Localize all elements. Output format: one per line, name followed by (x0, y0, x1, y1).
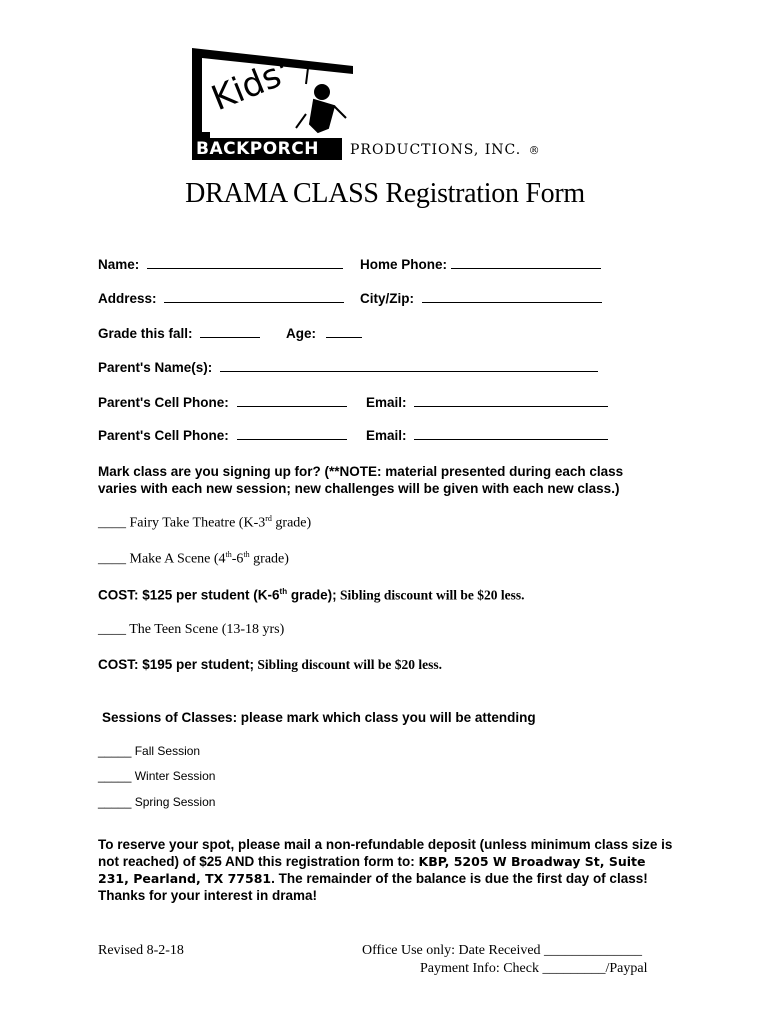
mark-class-instructions (98, 463, 698, 497)
parent-cell-2-input-line[interactable] (237, 439, 347, 440)
winter-session-checkbox-line[interactable]: _____ (98, 769, 132, 783)
cost-k6 (98, 587, 525, 604)
payment-info: Payment Info: Check _________/Paypal (420, 961, 648, 976)
email-2-input-line[interactable] (414, 439, 608, 440)
city-zip-label: City/Zip: (360, 291, 414, 306)
logo-kids-text: Kids' (206, 51, 296, 120)
session-item-spring (98, 795, 215, 809)
fall-session-checkbox-line[interactable]: _____ (98, 744, 132, 758)
home-phone-input-line[interactable] (451, 268, 601, 269)
city-zip-input-line[interactable] (422, 302, 602, 303)
spring-session-checkbox-line[interactable]: _____ (98, 795, 132, 809)
parent-cell-2-label: Parent's Cell Phone: (98, 428, 229, 443)
revised-date: Revised 8-2-18 (98, 943, 184, 958)
grade-input-line[interactable] (200, 337, 260, 338)
fairy-take-sup: rd (265, 514, 272, 523)
age-field-row (286, 326, 362, 341)
address-label: Address: (98, 291, 157, 306)
cost-teen (98, 657, 442, 673)
logo-backporch-text: BACKPORCH (196, 139, 319, 159)
parent-cell-2-field-row (98, 428, 347, 443)
email-1-label: Email: (366, 395, 407, 410)
make-scene-sup-b: th (243, 550, 250, 559)
cost-k6-sup: th (279, 587, 288, 596)
mailing-address: KBP, 5205 W Broadway St, Suite 231, Pearland, TX 77581 (98, 854, 646, 886)
email-2-field-row (366, 428, 608, 443)
class-option-teen-scene (98, 622, 284, 638)
grade-field-row (98, 326, 260, 341)
fairy-take-checkbox-line[interactable]: ____ (98, 515, 126, 531)
cost-k6-label: COST: $125 per student (K-6 (98, 587, 280, 603)
parent-cell-1-label: Parent's Cell Phone: (98, 395, 229, 410)
parents-names-input-line[interactable] (220, 371, 598, 372)
address-field-row (98, 291, 344, 306)
parents-names-label: Parent's Name(s): (98, 360, 213, 375)
make-scene-label-end: grade) (249, 551, 289, 567)
cost-k6-discount: Sibling discount will be $20 less. (336, 587, 525, 603)
age-input-line[interactable] (326, 337, 362, 338)
email-1-input-line[interactable] (414, 406, 608, 407)
parent-cell-1-field-row (98, 395, 347, 410)
mark-class-line-1: Mark class are you signing up for? (**NOTE: material presented during each class (98, 464, 624, 479)
winter-session-label: Winter Session (134, 769, 216, 783)
cost-teen-label: COST: $195 per student; (98, 657, 255, 672)
registered-mark: ® (528, 144, 541, 157)
home-phone-label: Home Phone: (360, 257, 448, 272)
parents-names-field-row (98, 360, 598, 375)
teen-scene-label: The Teen Scene (13-18 yrs) (129, 622, 285, 637)
city-zip-field-row (360, 291, 602, 306)
name-label: Name: (98, 257, 140, 272)
class-option-make-scene (98, 550, 289, 568)
office-use-date-received: Office Use only: Date Received ______________ (362, 943, 643, 958)
sessions-header: Sessions of Classes: please mark which class you will be attending (102, 710, 536, 725)
email-1-field-row (366, 395, 608, 410)
make-scene-label-mid: -6 (231, 551, 244, 567)
age-label: Age: (286, 326, 316, 341)
name-input-line[interactable] (147, 268, 343, 269)
class-option-fairy-take (98, 514, 311, 532)
make-scene-checkbox-line[interactable]: ____ (98, 551, 126, 567)
email-2-label: Email: (366, 428, 407, 443)
session-item-fall (98, 744, 200, 758)
page-title: DRAMA CLASS Registration Form (185, 178, 585, 209)
parent-cell-1-input-line[interactable] (237, 406, 347, 407)
session-item-winter (98, 769, 215, 783)
home-phone-field-row (360, 257, 601, 272)
company-logo (188, 44, 608, 164)
fairy-take-label-end: grade) (271, 515, 312, 531)
cost-teen-discount: Sibling discount will be $20 less. (254, 657, 442, 672)
mark-class-line-2: varies with each new session; new challenges will be given with each new class.) (98, 481, 620, 496)
reserve-text-2: . The remainder of the balance is due the first day of class! Thanks for your interest in drama! (98, 871, 648, 903)
name-field-row (98, 257, 343, 272)
logo-productions-text (350, 142, 541, 158)
fall-session-label: Fall Session (134, 744, 201, 758)
reserve-text-1: To reserve your spot, please mail a non-refundable deposit (unless minimum class size is not reached) of $25 AND this registration form to: (98, 837, 673, 869)
make-scene-label: Make A Scene (4 (129, 551, 226, 567)
make-scene-sup-a: th (225, 550, 232, 559)
logo-productions-label: PRODUCTIONS, INC. (350, 142, 522, 158)
spring-session-label: Spring Session (134, 795, 216, 809)
cost-k6-label-end: grade); (287, 587, 337, 603)
address-input-line[interactable] (164, 302, 344, 303)
fairy-take-label: Fairy Take Theatre (K-3 (129, 515, 266, 531)
reserve-paragraph (98, 836, 676, 904)
grade-label: Grade this fall: (98, 326, 193, 341)
teen-scene-checkbox-line[interactable]: ____ (98, 622, 126, 637)
